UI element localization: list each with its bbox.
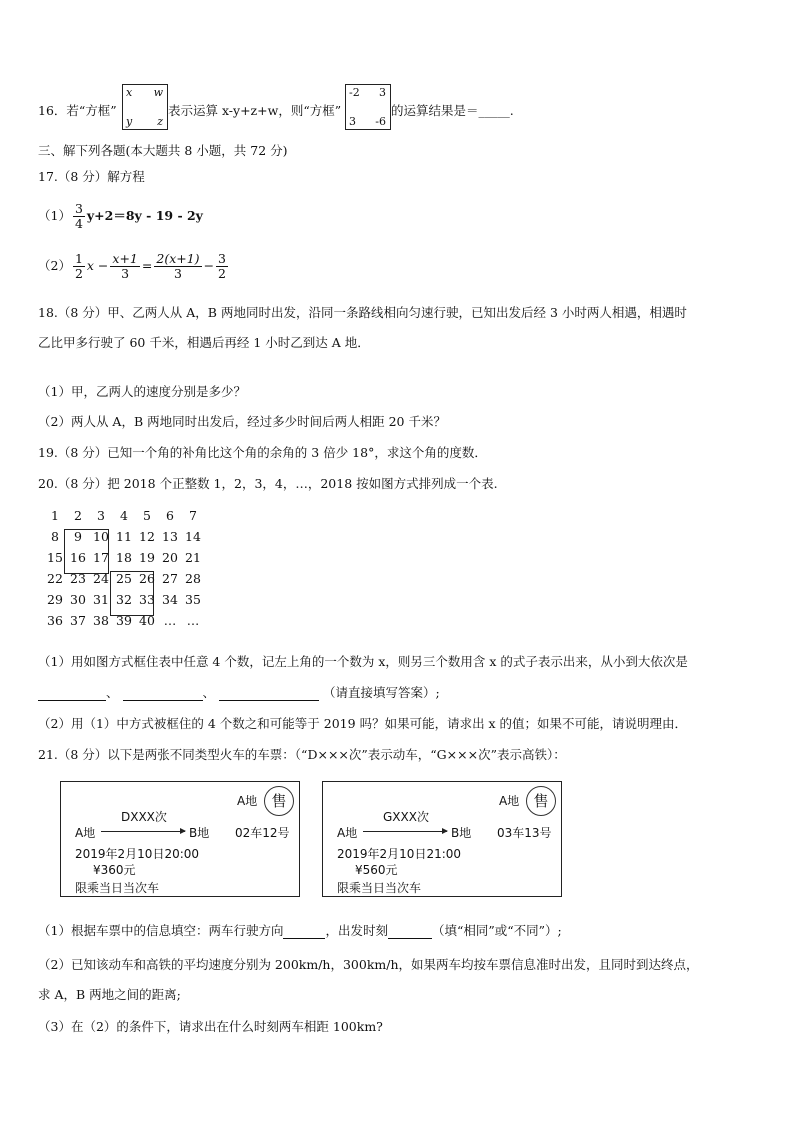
grid-cell: 19 bbox=[139, 550, 155, 565]
answer-blank-2[interactable] bbox=[123, 685, 203, 701]
ticket-time: 2019年2月10日21:00 bbox=[337, 847, 462, 861]
grid-cell: 17 bbox=[93, 550, 109, 565]
grid-cell: 31 bbox=[93, 592, 109, 607]
q17-part1 bbox=[38, 202, 203, 231]
fraction-numerator: 3 bbox=[218, 251, 226, 266]
grid-cell: 39 bbox=[116, 613, 132, 628]
q20-sub1-line1: （1）用如图方式框住表中任意 4 个数，记左上角的一个数为 x，则另三个数用含 x 的式子表示出来，从小到大依次是 bbox=[38, 654, 688, 669]
grid-cell: 38 bbox=[93, 613, 109, 628]
ticket-price: ¥360元 bbox=[93, 863, 136, 877]
q18-sub2: （2）两人从 A，B 两地同时出发后，经过多少时间后两人相距 20 千米？ bbox=[38, 414, 446, 429]
q17-p2-frac3 bbox=[154, 252, 201, 281]
ticket-note: 限乘当日当次车 bbox=[75, 881, 160, 895]
direction-arrow-icon bbox=[363, 831, 447, 832]
ticket-note: 限乘当日当次车 bbox=[337, 881, 422, 895]
fraction-denominator: 3 bbox=[173, 266, 182, 281]
answer-blank-3[interactable] bbox=[219, 685, 319, 701]
q17-p2-x: x − bbox=[86, 258, 109, 273]
grid-cell: 15 bbox=[47, 550, 63, 565]
grid-cell: 20 bbox=[162, 550, 178, 565]
q17-p2-label: （2） bbox=[38, 258, 71, 273]
grid-cell: 24 bbox=[93, 571, 109, 586]
grid-cell: 16 bbox=[70, 550, 86, 565]
ticket-station: A地 bbox=[237, 794, 258, 808]
grid-cell: 4 bbox=[120, 508, 128, 523]
grid-cell: 8 bbox=[51, 529, 59, 544]
q17-p1-rest: y+2＝8y - 19 - 2y bbox=[86, 208, 203, 223]
ticket-from: A地 bbox=[337, 826, 358, 840]
grid-cell: 27 bbox=[162, 571, 178, 586]
grid-cell: 32 bbox=[116, 592, 132, 607]
grid-cell: 10 bbox=[93, 529, 109, 544]
grid-cell: … bbox=[163, 613, 177, 628]
q21-sub1 bbox=[38, 921, 562, 939]
grid-cell: 34 bbox=[162, 592, 178, 607]
ticket-time: 2019年2月10日20:00 bbox=[75, 847, 200, 861]
grid-cell: 9 bbox=[74, 529, 82, 544]
ticket-price: ¥560元 bbox=[355, 863, 398, 877]
q21-sub1-text-a: （1）根据车票中的信息填空：两车行驶方向 bbox=[38, 923, 284, 938]
box2-bl: 3 bbox=[349, 115, 356, 128]
grid-cell: 26 bbox=[139, 571, 155, 586]
answer-blank-direction[interactable] bbox=[283, 923, 325, 939]
grid-cell: 35 bbox=[185, 592, 201, 607]
q21-title: 21.（8 分）以下是两张不同类型火车的车票：（“D×××次”表示动车，“G×××次”表示高铁）： bbox=[38, 747, 566, 762]
ticket-station: A地 bbox=[499, 794, 520, 808]
q21-sub2-line2: 求 A，B 两地之间的距离; bbox=[38, 987, 181, 1002]
q17-p2-frac1 bbox=[73, 252, 85, 281]
box2-tr: 3 bbox=[379, 86, 386, 99]
grid-cell: 25 bbox=[116, 571, 132, 586]
grid-cell: 7 bbox=[189, 508, 197, 523]
grid-cell: 36 bbox=[47, 613, 63, 628]
box2-tl: -2 bbox=[349, 86, 360, 99]
grid-cell: 29 bbox=[47, 592, 63, 607]
q17-part2 bbox=[38, 252, 230, 281]
q16-box1 bbox=[122, 84, 168, 130]
q21-sub1-text-c: （填“相同”或“不同”）; bbox=[431, 923, 562, 938]
ticket-to: B地 bbox=[451, 826, 472, 840]
fraction-denominator: 2 bbox=[218, 266, 226, 281]
grid-cell: 1 bbox=[51, 508, 59, 523]
grid-cell: 37 bbox=[70, 613, 86, 628]
separator: 、 bbox=[106, 685, 119, 700]
grid-cell: 30 bbox=[70, 592, 86, 607]
grid-cell: … bbox=[186, 613, 200, 628]
sold-stamp-icon: 售 bbox=[526, 786, 556, 816]
grid-cell: 40 bbox=[139, 613, 155, 628]
q21-sub3: （3）在（2）的条件下，请求出在什么时刻两车相距 100km? bbox=[38, 1019, 383, 1034]
grid-cell: 5 bbox=[143, 508, 151, 523]
separator: 、 bbox=[202, 685, 216, 700]
fraction-numerator: 2(x+1) bbox=[156, 251, 200, 266]
fraction-denominator: 4 bbox=[74, 216, 83, 231]
grid-cell: 3 bbox=[97, 508, 105, 523]
box1-bl: y bbox=[126, 115, 133, 128]
q18-line1: 18.（8 分）甲、乙两人从 A，B 两地同时出发，沿同一条路线相向匀速行驶，已知出发后经 3 小时两人相遇，相遇时 bbox=[38, 305, 687, 320]
q17-p2-equals: = bbox=[141, 258, 153, 273]
q18-line2: 乙比甲多行驶了 60 千米，相遇后再经 1 小时乙到达 A 地． bbox=[38, 335, 370, 350]
answer-note: （请直接填写答案）; bbox=[322, 685, 440, 700]
fraction-denominator: 2 bbox=[74, 266, 83, 281]
q17-p2-minus: − bbox=[203, 258, 215, 273]
q16-box2 bbox=[345, 84, 391, 130]
q20-sub2: （2）用（1）中方式被框住的 4 个数之和可能等于 2019 吗？如果可能，请求出 x 的值；如果不可能，请说明理由． bbox=[38, 716, 688, 731]
grid-cell: 33 bbox=[139, 592, 155, 607]
fraction-numerator: 1 bbox=[74, 251, 83, 266]
ticket-train: GXXX次 bbox=[383, 810, 429, 824]
answer-blank-time[interactable] bbox=[388, 923, 432, 939]
section3-heading: 三、解下列各题(本大题共 8 小题，共 72 分) bbox=[38, 143, 288, 158]
grid-cell: 28 bbox=[185, 571, 201, 586]
ticket-dongche bbox=[60, 781, 300, 897]
sold-stamp-icon: 售 bbox=[264, 786, 294, 816]
answer-blank-1[interactable] bbox=[38, 685, 106, 701]
q17-p2-frac4 bbox=[216, 252, 228, 281]
q17-p1-label: （1） bbox=[38, 208, 71, 223]
direction-arrow-icon bbox=[101, 831, 185, 832]
q17-p1-fraction bbox=[73, 202, 85, 231]
grid-cell: 2 bbox=[74, 508, 82, 523]
grid-cell: 23 bbox=[70, 571, 86, 586]
fraction-denominator: 3 bbox=[121, 266, 130, 281]
ticket-train: DXXX次 bbox=[121, 810, 167, 824]
fraction-numerator: 3 bbox=[74, 201, 83, 216]
grid-cell: 11 bbox=[116, 529, 132, 544]
box1-tr: w bbox=[153, 86, 163, 99]
box1-tl: x bbox=[126, 86, 133, 99]
q21-sub1-text-b: ，出发时刻 bbox=[325, 923, 388, 938]
grid-cell: 21 bbox=[185, 550, 201, 565]
grid-cell: 14 bbox=[185, 529, 201, 544]
q21-sub2-line1: （2）已知该动车和高铁的平均速度分别为 200km/h，300km/h，如果两车均按车票信息准时出发，且同时到达终点， bbox=[38, 957, 699, 972]
box2-br: -6 bbox=[375, 115, 386, 128]
ticket-from: A地 bbox=[75, 826, 96, 840]
q16-suffix: 的运算结果是＝_____. bbox=[391, 103, 514, 118]
q18-sub1: （1）甲，乙两人的速度分别是多少？ bbox=[38, 384, 246, 399]
ticket-seat: 03车13号 bbox=[497, 826, 552, 840]
fraction-numerator: x+1 bbox=[112, 251, 138, 266]
grid-cell: 6 bbox=[166, 508, 174, 523]
grid-cell: 22 bbox=[47, 571, 63, 586]
grid-cell: 13 bbox=[162, 529, 178, 544]
q17-title: 17.（8 分）解方程 bbox=[38, 169, 145, 184]
q20-sub1-answers bbox=[38, 683, 440, 701]
q16-middle: 表示运算 x-y+z+w，则“方框” bbox=[168, 103, 342, 118]
grid-cell: 18 bbox=[116, 550, 132, 565]
q20-number-grid bbox=[44, 508, 214, 638]
q20-title: 20.（8 分）把 2018 个正整数 1，2，3，4，…，2018 按如图方式排列成一个表. bbox=[38, 476, 498, 491]
grid-cell: 12 bbox=[139, 529, 155, 544]
q19-text: 19.（8 分）已知一个角的补角比这个角的余角的 3 倍少 18°，求这个角的度数． bbox=[38, 445, 487, 460]
ticket-seat: 02车12号 bbox=[235, 826, 290, 840]
box1-br: z bbox=[157, 115, 163, 128]
q17-p2-frac2 bbox=[110, 252, 139, 281]
ticket-gaotie bbox=[322, 781, 562, 897]
q16-prefix: 16．若“方框” bbox=[38, 103, 117, 118]
ticket-to: B地 bbox=[189, 826, 210, 840]
